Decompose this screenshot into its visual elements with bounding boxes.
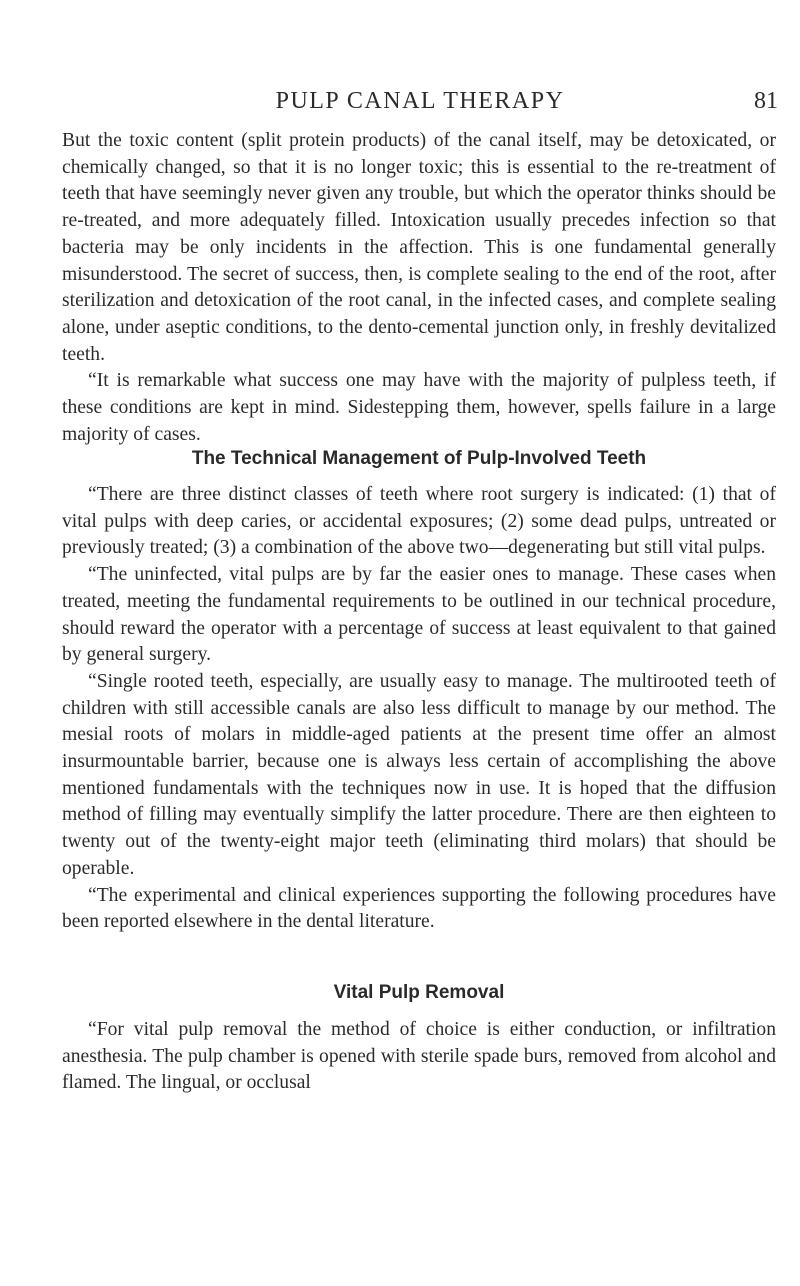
paragraph: “For vital pulp removal the method of choice is either conduction, or infiltration anesthesia. The pulp chamber is opened with sterile spade burs, removed from alcohol and flamed. The lingual, or occlusal	[62, 1019, 776, 1094]
paragraph: “The uninfected, vital pulps are by far the easier ones to manage. These cases when treated, meeting the fundamental requirements to be outlined in our technical procedure, should reward the operator with a percentage of success at least equivalent to that gained by general surgery.	[62, 564, 776, 666]
section-heading-technical-management: The Technical Management of Pulp-Involved Teeth	[191, 448, 647, 469]
running-title: PULP CANAL THERAPY	[275, 88, 565, 114]
paragraph: “Single rooted teeth, especially, are usually easy to manage. The multirooted teeth of children with still accessible canals are also less difficult to manage by our method. The mesial roots of molars in middle-aged patients at the present time offer an almost insurmountable barrier, because one is always less certain of accomplishing the above mentioned fundamentals with the techniques now in use. It is hoped that the diffusion method of filling may eventually simplify the latter procedure. There are then eighteen to twenty out of the twenty-eight major teeth (eliminating third molars) that should be operable.	[62, 670, 776, 879]
page-number: 81	[754, 88, 778, 114]
running-head	[62, 86, 778, 116]
paragraph: “There are three distinct classes of teeth where root surgery is indicated: (1) that of vital pulps with deep caries, or accidental exposures; (2) some dead pulps, untreated or previously treated; (3) a combination of the above two—degenerating but still vital pulps.	[62, 484, 776, 559]
paragraph: “It is remarkable what success one may have with the majority of pulpless teeth, if these conditions are kept in mind. Sidestepping them, however, spells failure in a large majority of cases.	[62, 370, 776, 445]
section-heading-vital-pulp-removal: Vital Pulp Removal	[333, 982, 505, 1003]
text-block-vital-pulp-removal	[62, 1017, 776, 1097]
text-block-intro	[62, 128, 776, 448]
text-block-technical-management	[62, 482, 776, 936]
paragraph: “The experimental and clinical experiences supporting the following procedures have been reported elsewhere in the dental literature.	[62, 884, 776, 933]
paragraph: But the toxic content (split protein products) of the canal itself, may be detoxicated, or chemically changed, so that it is no longer toxic; this is essential to the re-treatment of teeth that have seemingly never given any trouble, but which the operator thinks should be re-treated, and more adequately filled. Intoxication usually precedes infection so that bacteria may be only incidents in the affection. This is one fundamental generally misunderstood. The secret of success, then, is complete sealing to the end of the root, after sterilization and detoxication of the root canal, in the infected cases, and complete sealing alone, under aseptic conditions, to the dento-cemental junction only, in freshly devitalized teeth.	[62, 130, 776, 365]
